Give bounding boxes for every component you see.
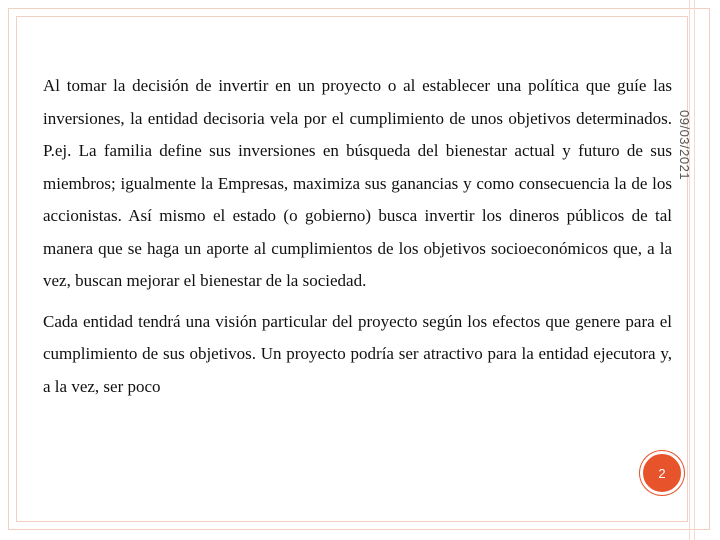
decorative-line: [689, 0, 690, 540]
body-paragraph: Cada entidad tendrá una visión particular del proyecto según los efectos que genere para el cumplimiento de sus objetivos. Un proyecto podría ser atractivo para la entidad ejecutora y, a la vez, ser poco: [43, 311, 672, 396]
page-number-badge: 2: [640, 451, 684, 495]
slide-body: [43, 70, 672, 403]
body-paragraph: Al tomar la decisión de invertir en un proyecto o al establecer una política que guíe las inversiones, la entidad decisoria vela por el cumplimiento de unos objetivos determinados. P.ej. La familia define sus inversiones en búsqueda del bienestar actual y futuro de sus miembros; igualmente la Empresas, maximiza sus ganancias y como consecuencia la de los accionistas. Así mismo el estado (o gobierno) busca invertir los dineros públicos de tal manera que se haga un aporte al cumplimientos de los objetivos socioeconómicos que, a la vez, buscan mejorar el bienestar de la sociedad.: [43, 76, 672, 290]
slide-date: 09/03/2021: [677, 110, 692, 181]
decorative-line: [694, 0, 695, 540]
